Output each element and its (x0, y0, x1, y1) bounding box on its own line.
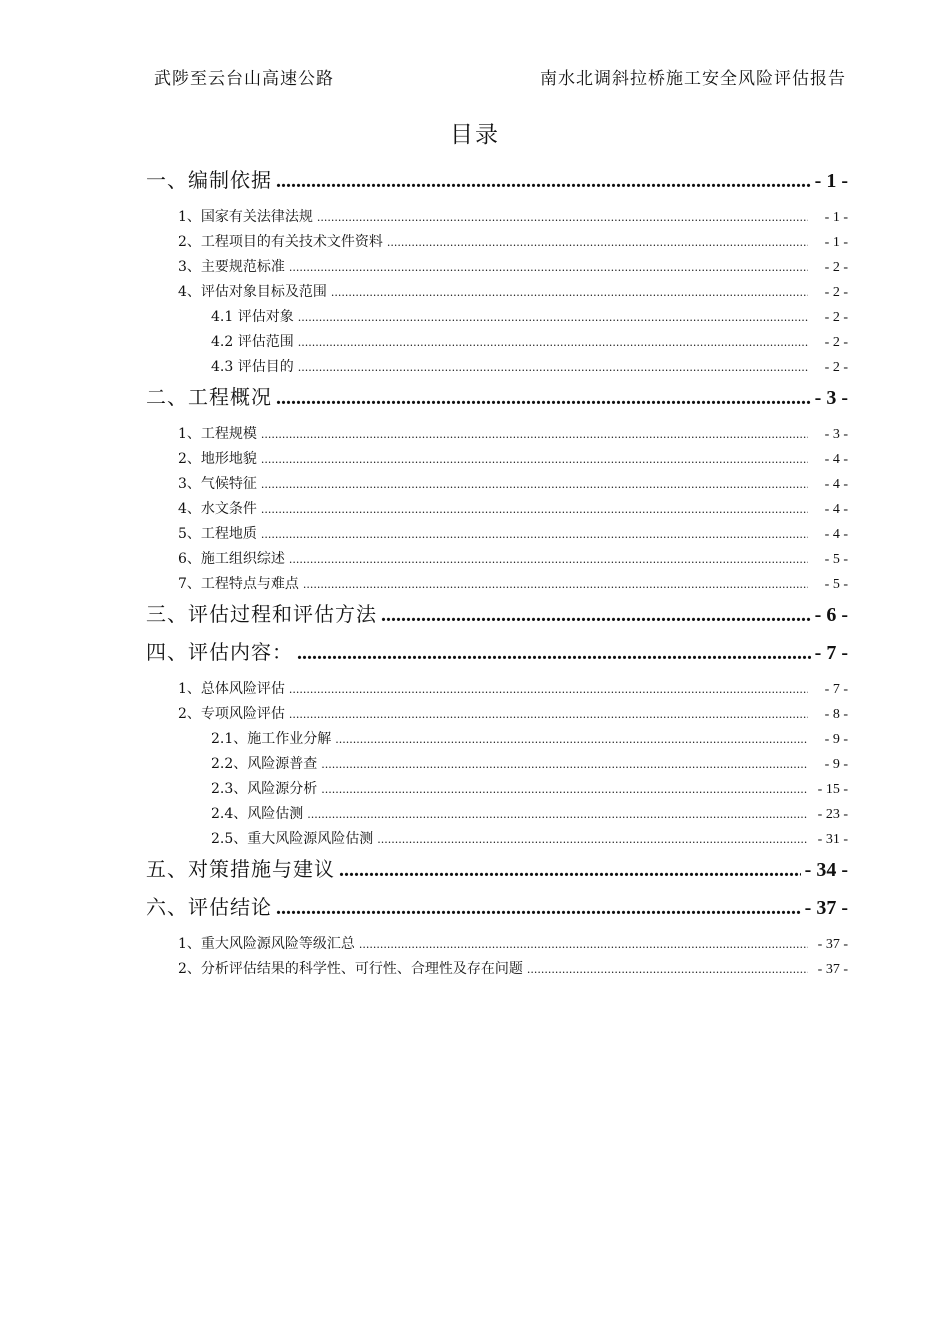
toc-page-number: - 4 - (824, 452, 848, 467)
toc-entry-level-2[interactable] (146, 473, 848, 498)
toc-entry-level-2[interactable] (146, 678, 848, 703)
toc-entry-title: 3、气候特征 (178, 476, 257, 492)
toc-page-number: - 5 - (824, 552, 848, 567)
toc-dot-leader (387, 236, 808, 249)
toc-entry-title: 4.2 评估范围 (211, 334, 294, 350)
toc-dot-leader (298, 336, 808, 349)
toc-entry-title: 一、编制依据 (146, 168, 272, 192)
toc-page-number: - 2 - (824, 310, 848, 325)
header-rule (146, 94, 850, 95)
toc-entry-level-2[interactable] (146, 703, 848, 728)
toc-entry-title: 1、工程规模 (178, 426, 257, 442)
toc-page-number: - 4 - (824, 477, 848, 492)
toc-entry-title: 2.2、风险源普查 (211, 756, 318, 772)
toc-page-number: - 8 - (824, 707, 848, 722)
toc-entry-title: 4、评估对象目标及范围 (178, 284, 327, 300)
toc-dot-leader (276, 897, 801, 920)
toc-page-number: - 2 - (824, 260, 848, 275)
toc-entry-title: 1、重大风险源风险等级汇总 (178, 936, 355, 952)
toc-entry-level-1[interactable] (146, 853, 848, 891)
toc-page-number: - 15 - (817, 782, 848, 797)
toc-entry-title: 2、工程项目的有关技术文件资料 (178, 234, 383, 250)
toc-dot-leader (261, 428, 808, 441)
toc-entry-level-2[interactable] (146, 498, 848, 523)
toc-dot-leader (289, 553, 808, 566)
toc-entry-level-2[interactable] (146, 256, 848, 281)
toc-page-number: - 37 - (817, 937, 848, 952)
toc-entry-title: 5、工程地质 (178, 526, 257, 542)
toc-page-number: - 5 - (824, 577, 848, 592)
header-left-text: 武陟至云台山高速公路 (154, 69, 334, 89)
toc-page-number: - 1 - (824, 235, 848, 250)
toc-entry-title: 三、评估过程和评估方法 (146, 602, 377, 626)
toc-entry-title: 二、工程概况 (146, 385, 272, 409)
toc-page-number: - 2 - (824, 360, 848, 375)
toc-entry-title: 2.3、风险源分析 (211, 781, 318, 797)
toc-page-number: - 4 - (824, 502, 848, 517)
toc-page-number: - 7 - (814, 642, 848, 664)
toc-entry-level-2[interactable] (146, 231, 848, 256)
toc-dot-leader (317, 211, 808, 224)
toc-dot-leader (261, 503, 808, 516)
toc-entry-level-1[interactable] (146, 381, 848, 419)
toc-entry-title: 4、水文条件 (178, 501, 257, 517)
toc-dot-leader (298, 311, 808, 324)
toc-entry-level-1[interactable] (146, 636, 848, 674)
toc-dot-leader (307, 808, 808, 821)
table-of-contents (146, 164, 848, 983)
toc-page-number: - 2 - (824, 335, 848, 350)
toc-page-number: - 9 - (824, 757, 848, 772)
toc-entry-level-3[interactable] (146, 356, 848, 381)
toc-entry-title: 四、评估内容： (146, 640, 293, 664)
toc-entry-level-3[interactable] (146, 803, 848, 828)
toc-entry-title: 4.1 评估对象 (211, 309, 294, 325)
page-title: 目录 (450, 122, 500, 148)
toc-entry-level-2[interactable] (146, 423, 848, 448)
toc-page-number: - 1 - (814, 170, 848, 192)
toc-entry-title: 3、主要规范标准 (178, 259, 285, 275)
toc-page-number: - 6 - (814, 604, 848, 626)
toc-entry-level-3[interactable] (146, 331, 848, 356)
toc-page-number: - 4 - (824, 527, 848, 542)
toc-page-number: - 31 - (817, 832, 848, 847)
toc-entry-title: 2.4、风险估测 (211, 806, 304, 822)
toc-page-number: - 34 - (804, 859, 848, 881)
toc-entry-level-2[interactable] (146, 573, 848, 598)
toc-dot-leader (276, 170, 811, 193)
toc-entry-title: 2、地形地貌 (178, 451, 257, 467)
toc-entry-level-3[interactable] (146, 753, 848, 778)
toc-dot-leader (321, 783, 808, 796)
toc-page-number: - 37 - (817, 962, 848, 977)
toc-entry-level-2[interactable] (146, 958, 848, 983)
toc-dot-leader (261, 453, 808, 466)
toc-dot-leader (359, 938, 808, 951)
toc-entry-level-2[interactable] (146, 523, 848, 548)
toc-entry-level-3[interactable] (146, 306, 848, 331)
toc-dot-leader (297, 642, 811, 665)
toc-dot-leader (261, 528, 808, 541)
toc-entry-level-1[interactable] (146, 164, 848, 202)
toc-entry-title: 五、对策措施与建议 (146, 857, 335, 881)
toc-entry-level-3[interactable] (146, 778, 848, 803)
toc-dot-leader (261, 478, 808, 491)
toc-page-number: - 3 - (824, 427, 848, 442)
toc-entry-title: 1、国家有关法律法规 (178, 209, 313, 225)
toc-dot-leader (289, 261, 808, 274)
toc-entry-title: 6、施工组织综述 (178, 551, 285, 567)
toc-dot-leader (339, 859, 801, 882)
toc-page-number: - 23 - (817, 807, 848, 822)
toc-entry-level-3[interactable] (146, 828, 848, 853)
toc-entry-title: 2.5、重大风险源风险估测 (211, 831, 374, 847)
toc-dot-leader (303, 578, 808, 591)
toc-entry-level-1[interactable] (146, 891, 848, 929)
toc-entry-level-2[interactable] (146, 548, 848, 573)
toc-dot-leader (527, 963, 808, 976)
toc-entry-title: 2、专项风险评估 (178, 706, 285, 722)
toc-entry-title: 4.3 评估目的 (211, 359, 294, 375)
toc-page-number: - 2 - (824, 285, 848, 300)
toc-page-number: - 7 - (824, 682, 848, 697)
toc-page-number: - 9 - (824, 732, 848, 747)
toc-page-number: - 3 - (814, 387, 848, 409)
toc-dot-leader (289, 708, 808, 721)
toc-dot-leader (321, 758, 808, 771)
toc-dot-leader (289, 683, 808, 696)
toc-page-number: - 1 - (824, 210, 848, 225)
toc-dot-leader (381, 604, 811, 627)
toc-entry-level-2[interactable] (146, 448, 848, 473)
toc-dot-leader (335, 733, 808, 746)
toc-entry-title: 1、总体风险评估 (178, 681, 285, 697)
toc-dot-leader (276, 387, 811, 410)
toc-entry-title: 六、评估结论 (146, 895, 272, 919)
toc-entry-title: 7、工程特点与难点 (178, 576, 299, 592)
toc-dot-leader (331, 286, 808, 299)
toc-entry-level-2[interactable] (146, 933, 848, 958)
toc-entry-level-2[interactable] (146, 206, 848, 231)
toc-dot-leader (298, 361, 808, 374)
toc-entry-title: 2.1、施工作业分解 (211, 731, 332, 747)
toc-entry-level-3[interactable] (146, 728, 848, 753)
toc-entry-title: 2、分析评估结果的科学性、可行性、合理性及存在问题 (178, 961, 523, 977)
toc-page-number: - 37 - (804, 897, 848, 919)
toc-entry-level-1[interactable] (146, 598, 848, 636)
toc-entry-level-2[interactable] (146, 281, 848, 306)
toc-dot-leader (377, 833, 808, 846)
header-right-text: 南水北调斜拉桥施工安全风险评估报告 (540, 69, 846, 89)
